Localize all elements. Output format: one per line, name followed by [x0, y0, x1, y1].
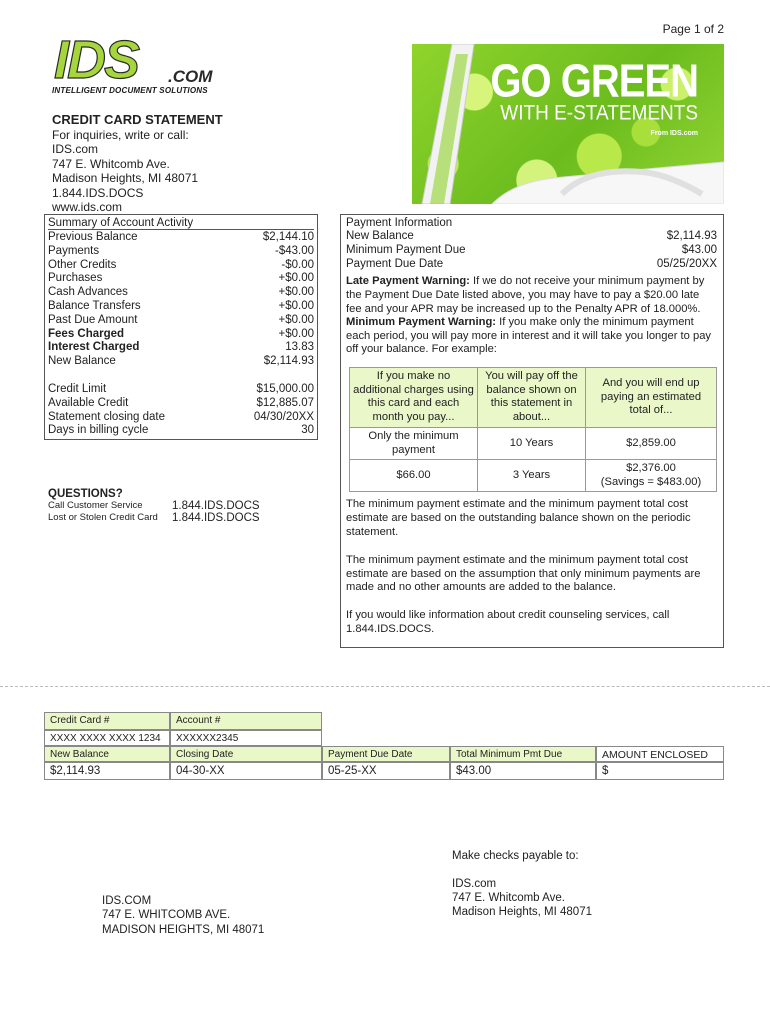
address-line: 747 E. Whitcomb Ave. [52, 156, 170, 171]
statement-title: CREDIT CARD STATEMENT [52, 112, 223, 127]
summary-row-new-balance: New Balance $2,114.93 [48, 355, 314, 368]
account-value: XXXXXX2345 [170, 730, 322, 746]
logo-tagline: INTELLIGENT DOCUMENT SOLUTIONS [52, 86, 208, 95]
summary-row: Other Credits -$0.00 [48, 258, 314, 271]
table-header: And you will end up paying an estimated total of... [586, 367, 717, 427]
account-summary-box [44, 214, 318, 440]
assumption-note: The minimum payment estimate and the minimum payment total cost estimate are based on the assumption that only minimum payments are made and no other amounts are added to the balance. [346, 553, 701, 594]
closing-date-label: Closing Date [170, 746, 322, 762]
pay-row-due-date: Payment Due Date 05/25/20XX [346, 257, 717, 270]
pay-row-min-due: Minimum Payment Due $43.00 [346, 243, 717, 256]
summary-row: Purchases +$0.00 [48, 272, 314, 285]
amount-enclosed-label: AMOUNT ENCLOSED [596, 746, 724, 762]
summary-row: Previous Balance $2,144.10 [48, 231, 314, 243]
questions-section [48, 488, 260, 524]
banner-from: From IDS.com [650, 130, 698, 137]
question-row: Lost or Stolen Credit Card 1.844.IDS.DOCS [48, 512, 260, 524]
payable-to-label: Make checks payable to: [452, 850, 579, 862]
logo-suffix: .COM [168, 67, 213, 86]
address-line: IDS.com [452, 878, 497, 890]
credit-card-value: XXXX XXXX XXXX 1234 [44, 730, 170, 746]
closing-date-row: Statement closing date 04/30/20XX [48, 410, 314, 423]
minimum-payment-table [349, 367, 717, 492]
summary-row: Balance Transfers +$0.00 [48, 299, 314, 312]
logo-brand: IDS [54, 34, 139, 90]
estimate-note: The minimum payment estimate and the minimum payment total cost estimate are based on the outstanding balance shown on the periodic statement. [346, 498, 691, 538]
go-green-banner [412, 44, 724, 204]
address-line: 747 E. Whitcomb Ave. [452, 892, 565, 904]
table-header: You will pay off the balance shown on this statement in about... [478, 367, 586, 427]
late-payment-warning: Late Payment Warning: If we do not receive your minimum payment by the Payment Due Date listed above, you may have to pay a $20.00 late fee and your APR may be increased up to the Penalty APR of 18.000%. Minimum Payment Warning: If you make only the minimum payment each period, you will pay more in interest and it will take you longer to pay off your balance. For example: [346, 275, 712, 356]
payable-address [452, 877, 592, 919]
min-pmt-label: Total Minimum Pmt Due [450, 746, 596, 762]
summary-row-interest: Interest Charged 13.83 [48, 341, 314, 354]
credit-card-label: Credit Card # [44, 712, 170, 730]
banner-subline: WITH E-STATEMENTS [500, 102, 698, 126]
due-date-label: Payment Due Date [322, 746, 450, 762]
mailing-address [102, 894, 264, 937]
address-line: 1.844.IDS.DOCS [52, 185, 144, 200]
address-line: IDS.COM [102, 895, 152, 907]
address-line: MADISON HEIGHTS, MI 48071 [102, 923, 265, 936]
summary-row-fees: Fees Charged +$0.00 [48, 327, 314, 340]
summary-row: Past Due Amount +$0.00 [48, 313, 314, 326]
table-row: Only the minimum payment 10 Years $2,859.00 [350, 427, 717, 459]
perforation-line [0, 686, 770, 687]
address-line: IDS.com [52, 142, 99, 157]
counseling-note: If you would like information about credit counseling services, call 1.844.IDS.DOCS. [346, 609, 670, 635]
closing-date-value: 04-30-XX [170, 762, 322, 780]
payment-info-heading: Payment Information [346, 217, 453, 229]
summary-row: Cash Advances +$0.00 [48, 286, 314, 299]
address-line: Madison Heights, MI 48071 [452, 906, 592, 918]
pay-row-new-balance: New Balance $2,114.93 [346, 230, 717, 242]
address-line: Madison Heights, MI 48071 [52, 171, 199, 186]
inquiry-address [52, 128, 198, 214]
website-link[interactable]: www.ids.com [52, 200, 123, 215]
billing-days-row: Days in billing cycle 30 [48, 424, 314, 437]
table-row: $66.00 3 Years $2,376.00 (Savings = $483.00) [350, 460, 717, 492]
payment-info-box [340, 214, 724, 648]
questions-title: QUESTIONS? [48, 488, 123, 500]
credit-limit-row: Credit Limit $15,000.00 [48, 382, 314, 395]
account-label: Account # [170, 712, 322, 730]
address-line: For inquiries, write or call: [52, 128, 189, 142]
address-line: 747 E. WHITCOMB AVE. [102, 909, 231, 922]
new-balance-value: $2,114.93 [44, 762, 170, 780]
page-number: Page 1 of 2 [662, 22, 724, 36]
new-balance-label: New Balance [44, 746, 170, 762]
due-date-value: 05-25-XX [322, 762, 450, 780]
question-row: Call Customer Service 1.844.IDS.DOCS [48, 500, 260, 512]
amount-enclosed-input[interactable]: $ [596, 762, 724, 780]
min-pmt-value: $43.00 [450, 762, 596, 780]
summary-heading: Summary of Account Activity [48, 217, 314, 230]
table-header: If you make no additional charges using this card and each month you pay... [350, 367, 478, 427]
summary-row: Payments -$43.00 [48, 244, 314, 257]
available-credit-row: Available Credit $12,885.07 [48, 396, 314, 409]
banner-headline: GO GREEN [490, 56, 698, 107]
